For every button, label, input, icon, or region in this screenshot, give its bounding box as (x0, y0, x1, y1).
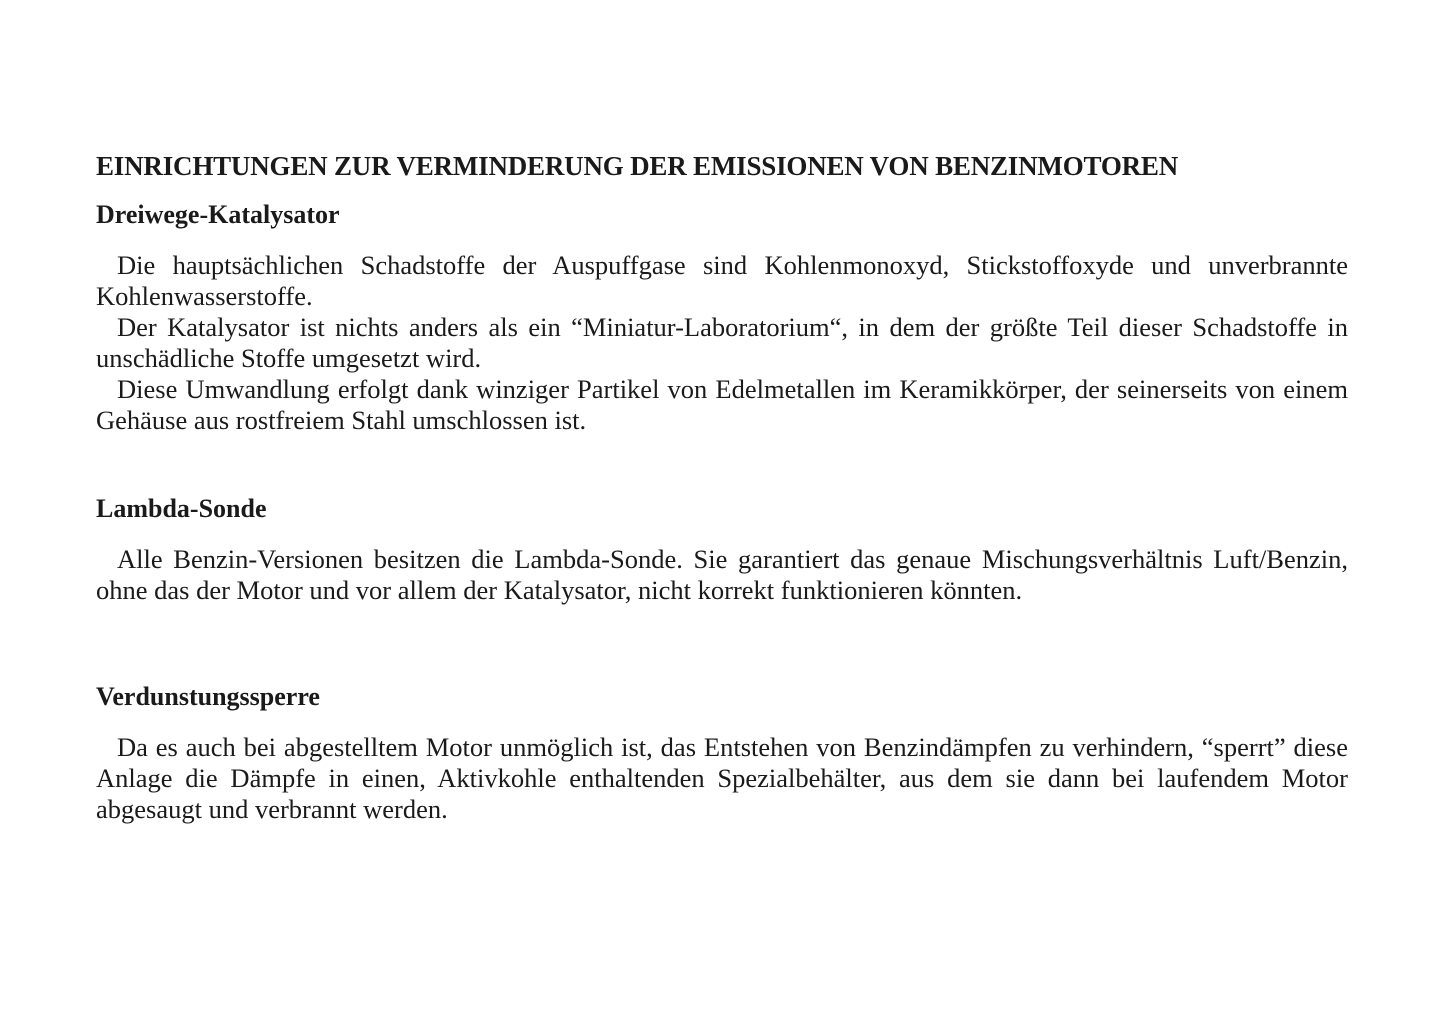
paragraph: Der Katalysator ist nichts anders als ein “Miniatur-Laboratorium“, in dem der größte Teil dieser Schadstoffe in unschädliche Stoffe umgesetzt wird. (96, 312, 1348, 373)
paragraph: Diese Umwandlung erfolgt dank winziger Partikel von Edelmetallen im Keramikkörper, der seinerseits von einem Gehäuse aus rostfreiem Stahl umschlossen ist. (96, 374, 1348, 435)
heading-lambda-sonde: Lambda-Sonde (96, 494, 267, 523)
section-lambda-sonde (96, 544, 1348, 606)
heading-dreiwege-katalysator: Dreiwege-Katalysator (96, 200, 340, 229)
document-page (96, 148, 1348, 825)
paragraph: Alle Benzin-Versionen besitzen die Lambda-Sonde. Sie garantiert das genaue Mischungsverhältnis Luft/Benzin, ohne das der Motor und vor allem der Katalysator, nicht korrekt funktionieren könnten. (96, 544, 1348, 605)
page-title: EINRICHTUNGEN ZUR VERMINDERUNG DER EMISSIONEN VON BENZINMOTOREN (96, 151, 1179, 181)
section-verdunstungssperre (96, 732, 1348, 825)
section-dreiwege-katalysator (96, 250, 1348, 436)
paragraph: Da es auch bei abgestelltem Motor unmöglich ist, das Entstehen von Benzindämpfen zu verhindern, “sperrt” diese Anlage die Dämpfe in einen, Aktivkohle enthaltenden Spezialbehälter, aus dem sie dann bei laufendem Motor abgesaugt und verbrannt werden. (96, 732, 1348, 824)
paragraph: Die hauptsächlichen Schadstoffe der Auspuffgase sind Kohlenmonoxyd, Stickstoffoxyde und unverbrannte Kohlenwasserstoffe. (96, 250, 1348, 311)
heading-verdunstungssperre: Verdunstungssperre (96, 682, 320, 711)
